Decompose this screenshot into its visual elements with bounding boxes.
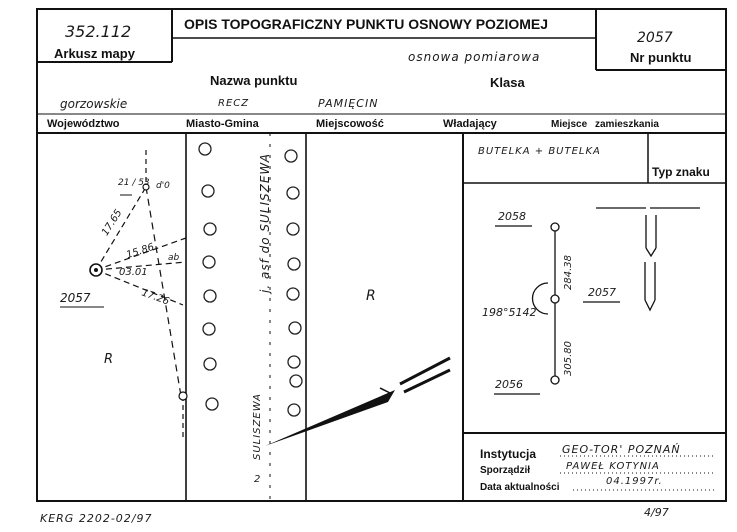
mark-type-value: BUTELKA + BUTELKA — [478, 146, 601, 157]
residence-label: Miejsce — [551, 119, 588, 130]
institution-label: Instytucja — [480, 447, 537, 461]
form-title: OPIS TOPOGRAFICZNY PUNKTU OSNOWY POZIOMEJ — [184, 16, 549, 32]
diagram-distance-1: 284.38 — [563, 255, 574, 290]
locality-value: PAMIĘCIN — [318, 97, 379, 110]
point-name-label: Nazwa punktu — [210, 73, 298, 88]
prepared-value: PAWEŁ KOTYNIA — [566, 461, 660, 472]
date-label: Data aktualności — [480, 482, 560, 493]
sheet-number: 352.112 — [65, 22, 132, 41]
sketch-mark: 2 — [254, 474, 261, 485]
network-value: osnowa pomiarowa — [408, 50, 541, 64]
sheet-label: Arkusz mapy — [54, 46, 135, 61]
prepared-label: Sporządził — [480, 465, 531, 476]
mark-type-label: Typ znaku — [652, 165, 710, 179]
sketch-point-number: 2057 — [60, 291, 91, 305]
point-number: 2057 — [637, 30, 673, 46]
diagram-angle: 198°5142 — [482, 306, 537, 319]
point-number-label: Nr punktu — [630, 50, 692, 65]
diagram-point-3: 2056 — [495, 378, 523, 391]
distance-2: 15.86 — [125, 241, 156, 262]
area-label-2: R — [366, 288, 376, 304]
voivodeship-label: Województwo — [47, 118, 120, 130]
road-label-2: SULISZEWA — [252, 393, 263, 460]
distance-4: 17.26 — [139, 287, 171, 308]
distance-1: 17.65 — [100, 207, 125, 238]
page-number: 4/97 — [644, 506, 669, 519]
residence-label-2: zamieszkania — [595, 119, 659, 130]
town-value: RECZ — [218, 98, 250, 109]
town-commune-label: Miasto-Gmina — [186, 118, 259, 130]
document-code: KERG 2202-02/97 — [40, 512, 153, 525]
voivodeship-value: gorzowskie — [60, 97, 128, 111]
diagram-point-2: 2057 — [588, 286, 616, 299]
owner-label: Władający — [443, 118, 497, 130]
sketch-ref: d'0 — [156, 181, 170, 191]
road-label: j. asf do SULISZEWA — [258, 153, 272, 293]
diagram-distance-2: 305.80 — [563, 341, 574, 376]
sketch-note: ab — [168, 253, 180, 263]
distance-3: 03.01 — [119, 267, 148, 278]
area-label-1: R — [104, 352, 114, 367]
locality-label: Miejscowość — [316, 118, 384, 130]
diagram-point-1: 2058 — [498, 210, 526, 223]
sketch-fraction: 21 / 53 — [118, 178, 150, 188]
class-label: Klasa — [490, 75, 525, 90]
institution-value: GEO-TOR' POZNAŃ — [562, 443, 681, 456]
date-value: 04.1997r. — [606, 476, 663, 487]
